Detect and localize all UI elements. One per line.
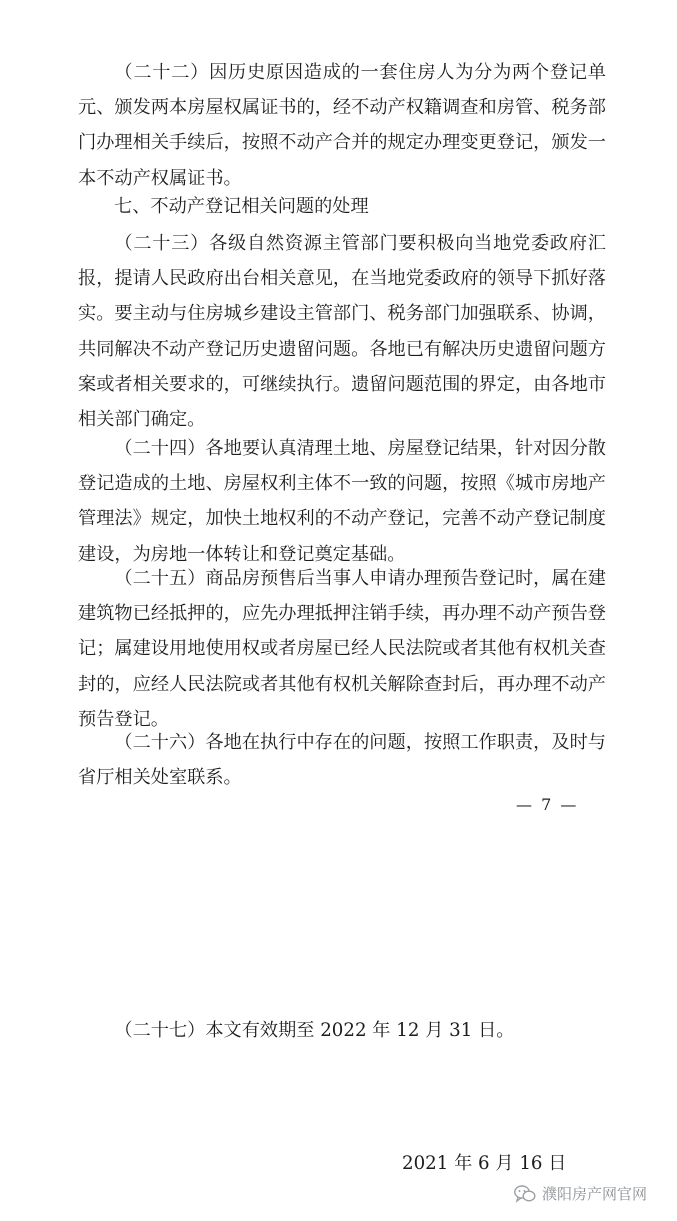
wechat-icon xyxy=(514,1185,536,1203)
paragraph-22: （二十二）因历史原因造成的一套住房人为分为两个登记单元、颁发两本房屋权属证书的，经不动产权籍调查和房管、税务部门办理相关手续后，按照不动产合并的规定办理变更登记，颁发一本不动产权属证书。 xyxy=(78,62,606,189)
section-heading: 七、不动产登记相关问题的处理 xyxy=(114,196,369,217)
watermark xyxy=(514,1183,647,1204)
paragraph-26: （二十六）各地在执行中存在的问题，按照工作职责，及时与省厅相关处室联系。 xyxy=(78,732,606,789)
page-number: — 7 — xyxy=(516,795,579,814)
paragraph-24: （二十四）各地要认真清理土地、房屋登记结果，针对因分散登记造成的土地、房屋权利主体不一致的问题，按照《城市房地产管理法》规定，加快土地权利的不动产登记，完善不动产登记制度建设，为房地一体转让和登记奠定基础。 xyxy=(78,438,606,565)
signature-date: 2021 年 6 月 16 日 xyxy=(402,1153,567,1174)
paragraph-25: （二十五）商品房预售后当事人申请办理预告登记时，属在建建筑物已经抵押的，应先办理抵押注销手续，再办理不动产预告登记；属建设用地使用权或者房屋已经人民法院或者其他有权机关查封的，应经人民法院或者其他有权机关解除查封后，再办理不动产预告登记。 xyxy=(78,568,606,730)
watermark-text: 濮阳房产网官网 xyxy=(542,1185,648,1203)
paragraph-27: （二十七）本文有效期至 2022 年 12 月 31 日。 xyxy=(114,1020,515,1041)
paragraph-23: （二十三）各级自然资源主管部门要积极向当地党委政府汇报，提请人民政府出台相关意见，在当地党委政府的领导下抓好落实。要主动与住房城乡建设主管部门、税务部门加强联系、协调，共同解决不动产登记历史遗留问题。各地已有解决历史遗留问题方案或者相关要求的，可继续执行。遗留问题范围的界定，由各地市相关部门确定。 xyxy=(78,233,606,431)
